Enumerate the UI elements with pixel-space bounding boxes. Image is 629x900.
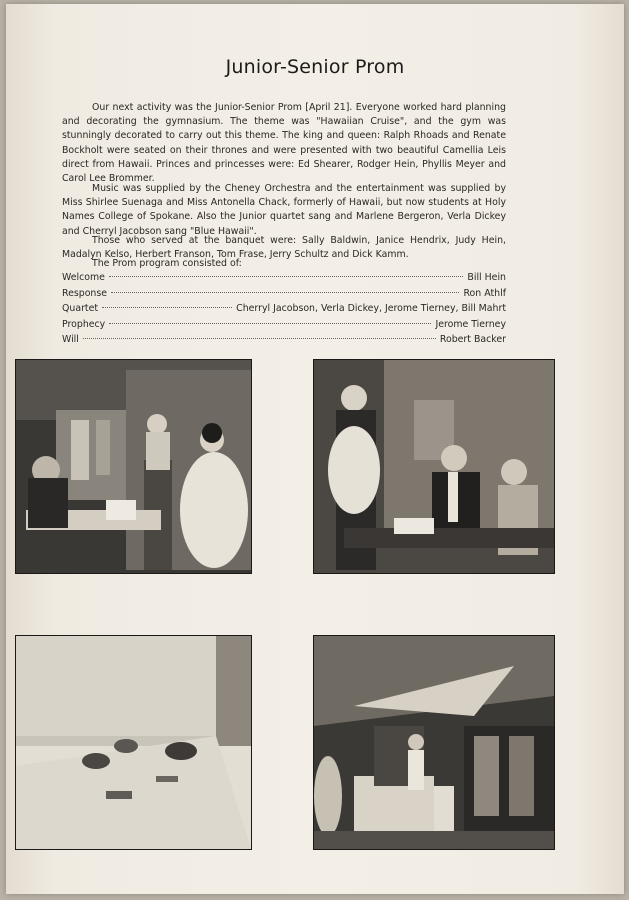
program-value: Jerome Tierney xyxy=(435,318,506,330)
photo-decorated-stage xyxy=(314,636,554,849)
photo-lei-presentation xyxy=(16,360,251,573)
program-row-prophecy xyxy=(62,319,506,335)
program-label: Prophecy xyxy=(62,318,106,330)
program-value: Cherryl Jacobson, Verla Dickey, Jerome Tierney, Bill Mahrt xyxy=(236,303,506,315)
program-row-quartet xyxy=(62,303,506,319)
program-label: Welcome xyxy=(62,272,105,283)
paragraph-music: Music was supplied by the Cheney Orchestra and the entertainment was supplied by Miss Shirlee Suenaga and Miss Antonella Chack, formerly of Hawaii, but now students at Holy Names College of Spokane. Also the Junior quartet sang and Marlene Bergeron, Verla Dickey and Cherryl Jacobson sang "Blue Hawaii". xyxy=(62,183,506,237)
dot-leader xyxy=(83,338,436,339)
dot-leader xyxy=(102,307,232,308)
program-label: Quartet xyxy=(62,303,99,315)
program-value: Bill Hein xyxy=(467,272,506,283)
dot-leader xyxy=(109,276,464,277)
paragraph-program-intro: The Prom program consisted of: xyxy=(92,258,242,269)
yearbook-page xyxy=(6,4,624,894)
prom-program-list xyxy=(62,272,506,350)
program-label: Response xyxy=(62,287,108,299)
program-value: Ron Athlf xyxy=(463,287,506,299)
dot-leader xyxy=(109,323,431,324)
photo-decorating-gym xyxy=(16,636,251,849)
program-row-response xyxy=(62,288,506,304)
page-title: Junior-Senior Prom xyxy=(225,56,405,78)
paragraph-banquet: Those who served at the banquet were: Sally Baldwin, Janice Hendrix, Judy Hein, Madalyn Kelso, Herbert Franson, Tom Frase, Jerry Schultz and Dick Kamm. xyxy=(62,235,506,261)
program-row-will xyxy=(62,334,506,350)
program-label: Will xyxy=(62,334,79,346)
paragraph-prom-intro: Our next activity was the Junior-Senior Prom [April 21]. Everyone worked hard planning and decorating the gymnasium. The theme was "Hawaiian Cruise", and the gym was stunningly decorated to carry out this theme. The king and queen: Ralph Rhoads and Renate Bockholt were seated on their thrones and were presented with two beautiful Camellia Leis direct from Hawaii. Princes and princesses were: Ed Shearer, Rodger Hein, Phyllis Meyer and Carol Lee Brommer. xyxy=(62,102,506,185)
dot-leader xyxy=(111,292,459,293)
program-value: Robert Backer xyxy=(439,334,506,346)
photo-king-and-court xyxy=(314,360,554,573)
program-row-welcome xyxy=(62,272,506,288)
